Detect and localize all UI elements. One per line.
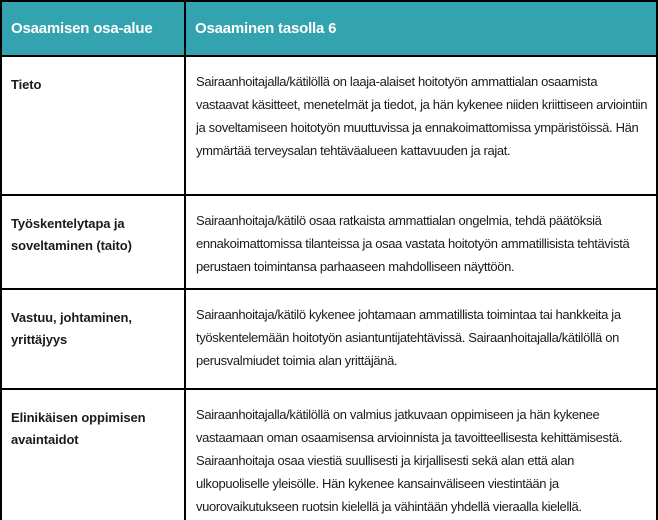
row-description-lifelong-learning: Sairaanhoitajalla/kätilöllä on valmius jatkuvaan oppimiseen ja hän kykenee vastaamaan oman osaamisensa arvioinnista ja tavoitteellisesta kehittämisestä. Sairaanhoitaja osaa viestiä suullisesti ja kirjallisesti sekä alan että alan ulkopuoliselle yleisölle. Hän kykenee kansainväliseen viestintään ja vuorovaikutukseen ruotsin kielellä ja vähintään yhdellä vieraalla kielellä. [186,390,656,520]
row-label-working-method-skill: Työskentelytapa ja soveltaminen (taito) [2,196,184,288]
row-description-knowledge: Sairaanhoitajalla/kätilöllä on laaja-alaiset hoitotyön ammattialan osaamista vastaavat käsitteet, menetelmät ja tiedot, ja hän kykenee niiden kriittiseen arviointiin ja soveltamiseen hoitotyön muuttuvissa ja ennakoimattomissa ympäristöissä. Hän ymmärtää terveysalan tehtäväalueen kattavuuden ja rajat. [186,57,656,194]
row-label-responsibility-leadership: Vastuu, johtaminen, yrittäjyys [2,290,184,388]
row-description-working-method-skill: Sairaanhoitaja/kätilö osaa ratkaista ammattialan ongelmia, tehdä päätöksiä ennakoimattomissa tilanteissa ja osaa vastata hoitotyön ammatillisista tehtävistä perustaen toimintansa parhaaseen mahdolliseen näyttöön. [186,196,656,288]
row-label-knowledge: Tieto [2,57,184,194]
row-label-lifelong-learning: Elinikäisen oppimisen avaintaidot [2,390,184,520]
header-cell-competence-level-6: Osaaminen tasolla 6 [186,2,656,55]
header-cell-competence-area: Osaamisen osa-alue [2,2,184,55]
row-description-responsibility-leadership: Sairaanhoitaja/kätilö kykenee johtamaan ammatillista toimintaa tai hankkeita ja työskentelemään hoitotyön asiantuntijatehtävissä. Sairaanhoitajalla/kätilöllä on perusvalmiudet toimia alan yrittäjänä. [186,290,656,388]
